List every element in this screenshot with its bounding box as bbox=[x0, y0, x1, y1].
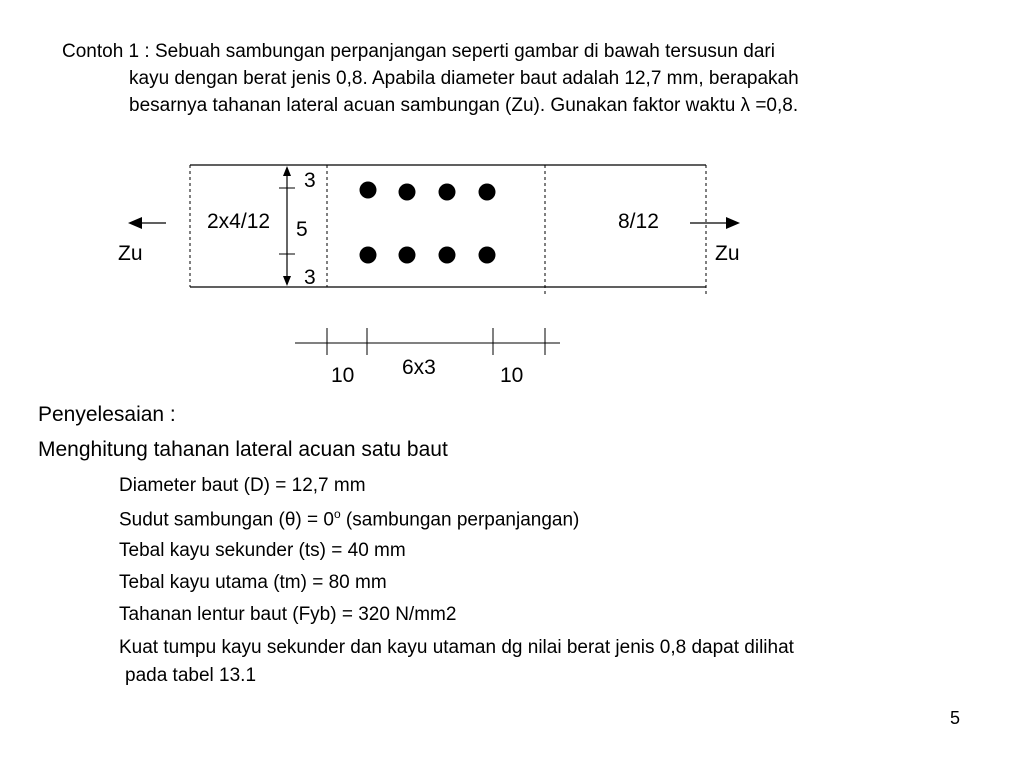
arrow-left-icon bbox=[128, 217, 142, 229]
item-ts: Tebal kayu sekunder (ts) = 40 mm bbox=[119, 540, 406, 561]
item-tm: Tebal kayu utama (tm) = 80 mm bbox=[119, 572, 387, 593]
bolt bbox=[399, 184, 416, 201]
item-kuat-line-2: pada tabel 13.1 bbox=[125, 665, 257, 686]
vdim-top: 3 bbox=[304, 169, 316, 192]
hdim-left: 10 bbox=[331, 364, 355, 387]
problem-statement bbox=[62, 38, 962, 119]
bolt bbox=[399, 247, 416, 264]
vdim-middle: 5 bbox=[296, 218, 308, 241]
bolt bbox=[360, 247, 377, 264]
connection-diagram bbox=[0, 150, 1024, 390]
bolt bbox=[479, 247, 496, 264]
force-right-label: Zu bbox=[715, 242, 740, 265]
bolt bbox=[439, 184, 456, 201]
force-left-label: Zu bbox=[118, 242, 143, 265]
side-member-label: 2x4/12 bbox=[207, 210, 271, 233]
item-angle-suffix: (sambungan perpanjangan) bbox=[340, 509, 580, 531]
hdim-right: 10 bbox=[500, 364, 524, 387]
item-angle-degree: o bbox=[333, 507, 341, 521]
problem-line-3: besarnya tahanan lateral acuan sambungan (Zu). Gunakan faktor waktu λ =0,8. bbox=[129, 95, 799, 116]
item-angle bbox=[119, 507, 579, 531]
solution-heading: Penyelesaian : bbox=[38, 403, 176, 426]
vdim-bottom: 3 bbox=[304, 266, 316, 289]
solution-subheading: Menghitung tahanan lateral acuan satu baut bbox=[38, 438, 448, 461]
item-angle-prefix: Sudut sambungan (θ) = 0 bbox=[119, 509, 334, 531]
bolt bbox=[479, 184, 496, 201]
problem-line-1: Contoh 1 : Sebuah sambungan perpanjangan seperti gambar di bawah tersusun dari bbox=[62, 41, 775, 62]
page-number: 5 bbox=[950, 708, 961, 728]
item-diameter: Diameter baut (D) = 12,7 mm bbox=[119, 475, 366, 496]
hdim-middle: 6x3 bbox=[402, 356, 436, 379]
bolt bbox=[439, 247, 456, 264]
item-kuat-line-1: Kuat tumpu kayu sekunder dan kayu utaman dg nilai berat jenis 0,8 dapat dilihat bbox=[119, 637, 794, 658]
item-fyb: Tahanan lentur baut (Fyb) = 320 N/mm2 bbox=[119, 604, 457, 625]
problem-line-2: kayu dengan berat jenis 0,8. Apabila diameter baut adalah 12,7 mm, berapakah bbox=[129, 68, 799, 89]
arrow-right-icon bbox=[726, 217, 740, 229]
bolt bbox=[360, 182, 377, 199]
main-member-label: 8/12 bbox=[618, 210, 659, 233]
